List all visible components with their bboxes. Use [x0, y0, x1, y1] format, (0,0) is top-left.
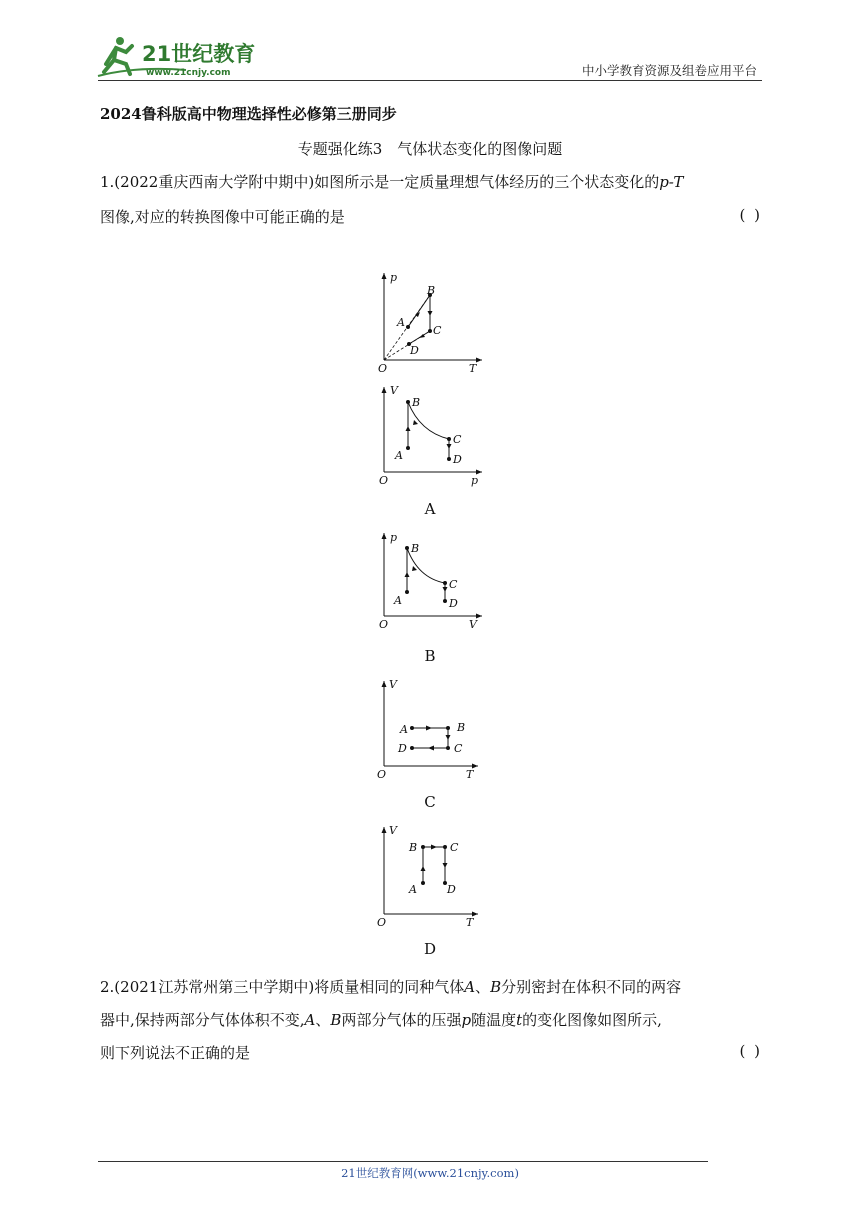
q2-line3: 则下列说法不正确的是	[100, 1044, 251, 1062]
q2-line1: 2.(2021江苏常州第三中学期中)将质量相同的同种气体A、B分别密封在体积不同的两容	[100, 978, 682, 996]
svg-text:C: C	[433, 324, 442, 337]
svg-text:A: A	[409, 883, 417, 896]
svg-text:D: D	[410, 344, 419, 357]
option-d-graph	[370, 822, 490, 930]
svg-text:O: O	[379, 618, 389, 631]
svg-text:A: A	[394, 594, 402, 607]
option-a-graph	[370, 382, 490, 490]
option-a-label: A	[424, 500, 436, 518]
option-c-graph	[370, 676, 490, 784]
section-title: 专题强化练3 气体状态变化的图像问题	[297, 140, 563, 158]
svg-text:C: C	[450, 841, 459, 854]
svg-text:B: B	[427, 284, 436, 297]
svg-text:T: T	[466, 768, 474, 781]
svg-text:V: V	[390, 384, 398, 397]
header-tagline: 中小学教育资源及组卷应用平台	[581, 63, 757, 78]
svg-text:p: p	[390, 531, 398, 544]
svg-text:p: p	[390, 271, 398, 284]
svg-text:O: O	[377, 768, 387, 781]
option-d-label: D	[423, 940, 437, 958]
q2-answer-blank: ( )	[739, 1042, 762, 1060]
svg-text:B: B	[411, 542, 420, 555]
svg-text:D: D	[398, 742, 407, 755]
q1-answer-blank: ( )	[739, 206, 762, 224]
svg-text:A: A	[395, 449, 403, 462]
svg-text:O: O	[379, 474, 389, 487]
svg-text:O: O	[377, 916, 387, 929]
svg-text:V: V	[389, 678, 397, 691]
q2-line2: 器中,保持两部分气体体积不变,A、B两部分气体的压强p随温度t的变化图像如图所示,	[100, 1011, 662, 1029]
option-c-label: C	[424, 793, 436, 811]
svg-text:D: D	[453, 453, 462, 466]
svg-text:C: C	[454, 742, 463, 755]
svg-text:O: O	[378, 362, 388, 375]
q1-line2: 图像,对应的转换图像中可能正确的是	[100, 208, 345, 226]
svg-text:D: D	[447, 883, 456, 896]
svg-text:C: C	[449, 578, 458, 591]
svg-text:B: B	[457, 721, 466, 734]
site-logo	[96, 34, 266, 80]
svg-text:T: T	[466, 916, 474, 929]
svg-text:p: p	[471, 474, 479, 487]
option-b-graph	[370, 528, 490, 636]
svg-text:D: D	[449, 597, 458, 610]
logo-text: 21世纪教育	[142, 42, 256, 66]
svg-text:T: T	[469, 362, 477, 375]
footer-divider	[98, 1161, 708, 1162]
svg-text:C: C	[453, 433, 462, 446]
footer-link[interactable]: 21世纪教育网(www.21cnjy.com)	[341, 1166, 519, 1180]
svg-text:B: B	[409, 841, 418, 854]
logo-url: www.21cnjy.com	[146, 68, 231, 78]
svg-text:B: B	[412, 396, 421, 409]
svg-text:A: A	[400, 723, 408, 736]
q1-main-graph	[370, 268, 490, 376]
svg-text:V: V	[469, 618, 477, 631]
header-divider	[98, 80, 762, 81]
document-title: 2024鲁科版高中物理选择性必修第三册同步	[100, 105, 397, 123]
option-b-label: B	[424, 647, 436, 665]
svg-text:A: A	[397, 316, 405, 329]
q1-line1: 1.(2022重庆西南大学附中期中)如图所示是一定质量理想气体经历的三个状态变化的p-T	[100, 173, 684, 191]
svg-text:V: V	[389, 824, 397, 837]
